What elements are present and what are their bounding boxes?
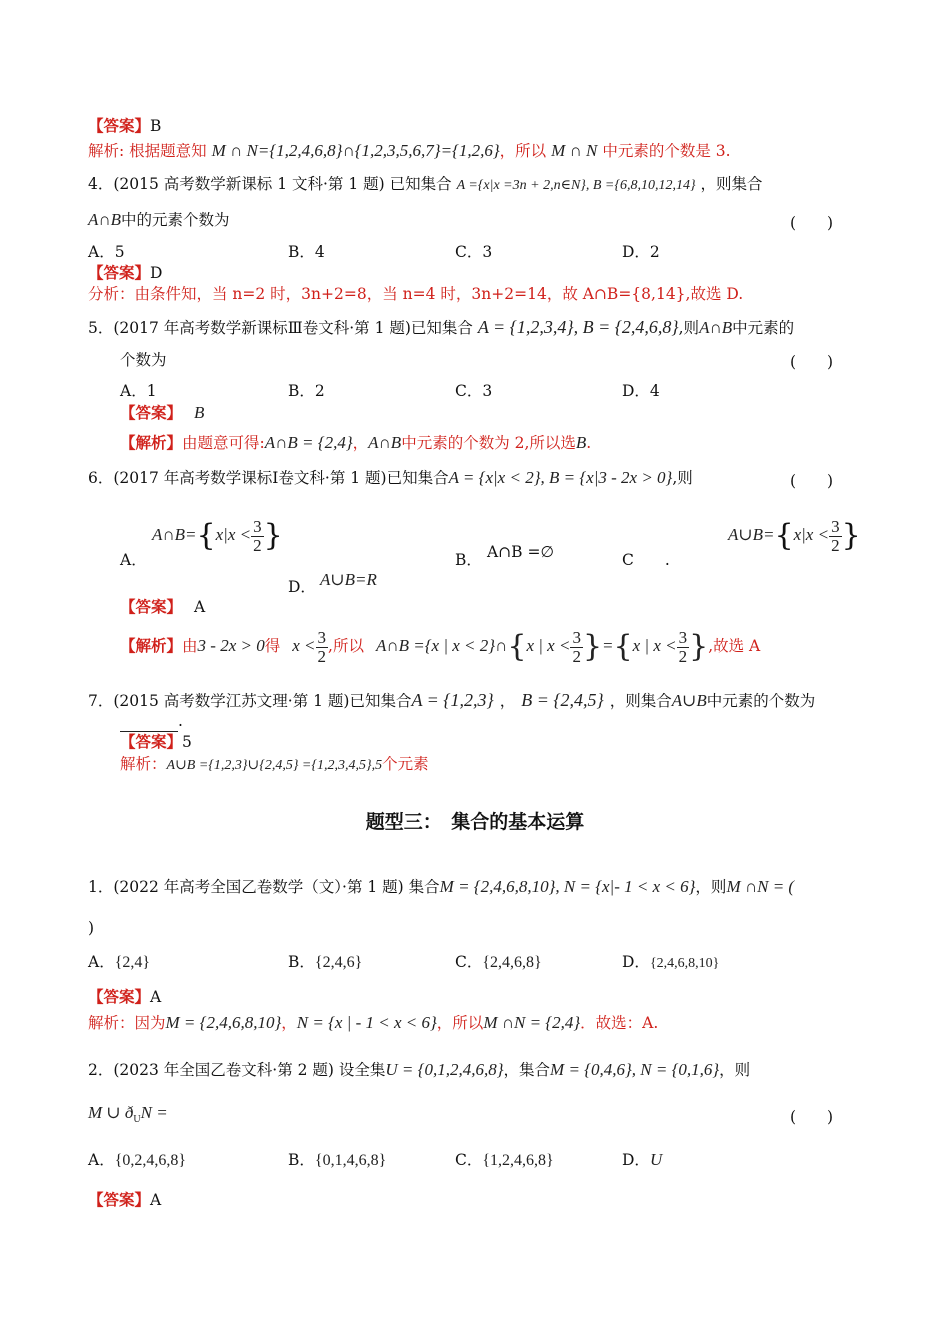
s3-question-2-stem [88,1059,750,1081]
q7-blank-line [120,710,183,732]
s3q1-option-b-label: B． [288,953,315,971]
s3q1-stem-math-2: M ∩N = ( [726,877,795,896]
q6-option-c-label: C . [622,551,670,569]
s3q2-answer-line [88,1189,161,1211]
analysis-math-2: M ∩ N [551,141,598,160]
s3q2-option-d [622,1149,662,1171]
s3q1-option-a-label: A． [88,953,115,971]
q7-stem-mid-2: ，则集合 [609,692,672,710]
q4-stem-line2: 中的元素个数为 [121,211,230,229]
q5-stem-math-2: A∩B [699,318,733,337]
s3q1-option-d-label: D． [622,953,650,971]
q6-analysis-frac-2 [570,629,583,666]
section-title: 题型三： 集合的基本运算 [365,811,585,833]
q7-stem-end: . [178,712,183,730]
s3q1-analysis [88,1012,658,1034]
q5-analysis [120,432,591,454]
q6-option-d-label: D． [288,578,316,596]
q6-analysis-p3: ,所以 [328,637,364,655]
q6-option-d-math: A∪B=R [320,570,377,589]
s3q2-stem-mid: ，集合 [503,1061,551,1079]
q6-stem-prefix: 6．(2017 年高考数学课标Ⅰ卷文科·第 1 题)已知集合 [88,469,449,487]
s3q2-option-d-value: U [649,1150,663,1169]
q4-answer-paren: ( ) [790,214,834,232]
analysis-math: M ∩ N={1,2,4,6,8}∩{1,2,3,5,6,7}={1,2,6} [211,141,500,160]
frac-den: 2 [678,646,688,666]
s3q2-stem-line2 [88,1102,168,1131]
question-4-stem-line2 [88,209,230,231]
q6-option-c-expr: A∪B= [728,525,775,544]
question-4-stem [88,173,763,197]
s3q2-option-d-label: D． [622,1151,650,1169]
s3q1-option-a [88,951,150,974]
q6-analysis-m1: 3 - 2x > 0 [197,636,265,655]
s3q2-stem-prefix: 2．(2023 年全国乙卷文科·第 2 题) 设全集 [88,1061,386,1079]
q7-answer-line [120,731,192,753]
q5-analysis-mid: ， [352,434,369,452]
answer-line-1 [88,115,161,137]
q4-stem-suffix: ，则集合 [700,175,763,193]
q6-option-c-set: x|x < [793,525,830,544]
q7-analysis [120,753,429,777]
s3q2-option-c-value: {1,2,4,6,8} [482,1152,554,1169]
q6-option-c-fraction [829,518,842,555]
s3q1-option-c [455,951,542,974]
answer-tag: 【答案】 [88,116,151,135]
q4-option-a: A．5 [88,243,125,261]
q6-option-a-math: A∩B={x|x < $\frac{3}{2}$ } [152,516,283,555]
s3q2-answer-paren: ( ) [790,1108,834,1126]
question-5-stem-line2: 个数为 [120,351,167,369]
s3-question-1-stem [88,876,794,898]
s3q1-option-b [288,951,362,974]
s3q2-answer-tag: 【答案】 [88,1190,151,1209]
q6-answer-line [120,596,205,618]
q5-analysis-math: A∩B = {2,4} [264,433,353,452]
q6-analysis-p2: 得 [264,637,281,655]
q5-analysis-tag: 【解析】 [120,433,183,452]
answer-blank [120,717,178,732]
q6-analysis-m3: A∩B ={x | x < 2}∩ [375,636,508,655]
q7-stem-suffix: 中元素的个数为 [706,692,816,710]
q6-analysis-m2: x < [292,636,316,655]
q6-option-a-set: x|x < [215,525,252,544]
q5-analysis-prefix: 由题意可得: [182,434,265,452]
q4-answer-value: D [150,264,163,282]
q6-analysis-m4: x | x < [526,636,571,655]
q4-stem-prefix: 4．(2015 高考数学新课标 1 文科·第 1 题) 已知集合 [88,175,452,193]
q6-answer-paren: ( ) [790,472,834,490]
s3q1-option-b-value: {2,4,6} [314,954,363,971]
q7-answer-tag: 【答案】 [120,732,183,751]
frac-den: 2 [572,646,581,666]
s3q1-answer-value: A [150,988,162,1006]
s3q1-answer-tag: 【答案】 [88,987,151,1006]
frac-num: 3 [253,516,262,536]
q5-analysis-math-3: B [575,433,587,452]
q5-stem-suffix: ,则 [678,319,700,337]
s3q2-stem-line2-math: M ∪ ð [88,1103,134,1122]
frac-den: 2 [317,646,327,666]
q6-option-a-fraction [251,518,264,555]
q7-analysis-math: A∪B ={1,2,3}∪{2,4,5} ={1,2,3,4,5},5 [166,758,383,773]
q5-answer-paren: ( ) [790,353,834,371]
analysis-suffix: 中元素的个数是 3. [602,142,731,160]
analysis-prefix: 解析: 根据题意知 [88,142,207,160]
q5-option-b: B．2 [288,382,325,400]
s3q1-stem-suffix: ，则 [695,878,727,896]
q6-analysis-m4b: x | x < [632,636,677,655]
q6-analysis: 【解析】由3 - 2x > 0得 x < $\frac{3}{2}$ ,所以 A∩B ={x | x < 2}∩{x | x < $\frac{3}{2}$ }={x | x < $\frac{3}{2}$ },故选 A [120,627,761,666]
s3q1-option-d [622,951,719,975]
s3q2-option-a-label: A． [88,1151,115,1169]
q4-answer-tag: 【答案】 [88,263,151,282]
q7-stem-math-2: B = {2,4,5} [521,690,604,710]
s3q2-stem-math-2: M = {0,4,6}, N = {0,1,6} [550,1060,720,1079]
q7-answer-value: 5 [182,733,192,751]
s3q2-answer-value: A [150,1191,162,1209]
q5-answer-line [120,402,204,424]
q6-answer-value: A [194,598,206,616]
s3q2-option-b-value: {0,1,4,6,8} [314,1152,387,1169]
q5-stem-math: A = {1,2,3,4}, B = {2,4,6,8} [477,317,679,337]
q6-analysis-frac-1 [316,629,329,666]
q4-stem-math: A ={x|x =3n + 2,n∈N}, B ={6,8,10,12,14} [456,178,696,193]
frac-den: 2 [831,535,840,555]
q6-stem-suffix: ,则 [672,469,693,487]
q7-stem-math: A = {1,2,3} [411,690,494,710]
frac-num: 3 [317,627,327,647]
s3q2-option-a [88,1149,186,1172]
q5-analysis-math-2: A∩B [368,433,402,452]
q6-analysis-p1: 由 [182,637,198,655]
frac-num: 3 [572,627,581,647]
frac-den: 2 [253,535,262,555]
question-7-stem [88,689,815,712]
s3q2-stem-math: U = {0,1,2,4,6,8} [385,1060,504,1079]
q6-option-a-label: A． [120,551,147,569]
q4-option-b: B．4 [288,243,325,261]
q5-option-c: C．3 [455,382,493,400]
q7-stem-mid: ， [499,692,516,710]
s3q1-analysis-p1: ， [281,1014,297,1032]
s3q1-stem-prefix: 1．(2022 年高考全国乙卷数学（文）·第 1 题) 集合 [88,878,440,896]
s3q2-stem-line2-sub: U [133,1114,141,1126]
q6-option-b-label: B． [455,551,482,569]
q7-stem-math-3: A∪B [671,691,707,710]
s3q1-stem-line2: ) [88,919,95,937]
q5-stem-prefix: 5．(2017 年高考数学新课标Ⅲ卷文科·第 1 题)已知集合 [88,319,473,337]
question-5-stem [88,316,794,339]
s3q2-stem-line2-math-2: N = [140,1103,168,1122]
q6-analysis-m5: = [602,636,614,655]
s3q1-analysis-m3: M ∩N = {2,4} [483,1013,581,1032]
answer-value: B [150,117,162,135]
s3q1-analysis-m2: N = {x | - 1 < x < 6} [296,1013,437,1032]
q7-analysis-suffix: 个元素 [382,755,429,773]
q6-analysis-p4: ,故选 A [708,637,761,655]
q7-stem-prefix: 7．(2015 高考数学江苏文理·第 1 题)已知集合 [88,692,412,710]
s3q1-stem-math: M = {2,4,6,8,10}, N = {x|- 1 < x < 6} [439,877,696,896]
q6-option-a-expr: A∩B= [152,525,197,544]
s3q1-option-a-value: {2,4} [114,954,151,971]
q4-analysis: 分析：由条件知，当 n=2 时，3n+2=8，当 n=4 时，3n+2=14，故 A∩B={8,14},故选 D. [88,285,744,303]
frac-num: 3 [678,627,688,647]
q7-analysis-prefix: 解析： [120,755,167,773]
q6-option-b-math: A∩B =∅ [487,543,554,561]
frac-num: 3 [831,516,840,536]
s3q1-analysis-p2: ，所以 [436,1014,484,1032]
s3q1-option-d-value: {2,4,6,8,10} [649,956,720,971]
q4-answer-line [88,262,162,284]
q6-option-d-wrap [320,569,377,591]
q4-stem-math-2: A∩B [88,210,122,229]
analysis-mid: ，所以 [499,142,547,160]
q6-stem-math: A = {x|x < 2}, B = {x|3 - 2x > 0} [448,468,673,487]
s3q1-analysis-p3: ．故选：A. [580,1014,659,1032]
s3q2-option-c-label: C． [455,1151,483,1169]
s3q2-option-b-label: B． [288,1151,315,1169]
q5-analysis-suffix: 中元素的个数为 2,所以选 [401,434,576,452]
question-6-stem [88,467,693,489]
q6-option-c-math: A∪B={x|x < $\frac{3}{2}$ } [728,516,861,555]
q5-option-d: D．4 [622,382,660,400]
q5-stem-suffix-2: 中元素的 [732,319,795,337]
q5-answer-value: B [194,403,205,422]
s3q1-analysis-prefix: 解析：因为 [88,1014,166,1032]
q6-analysis-frac-3 [677,629,690,666]
s3q2-stem-suffix: ，则 [719,1061,751,1079]
s3q1-answer-line [88,986,161,1008]
q5-option-a: A．1 [120,382,157,400]
s3q1-analysis-m1: M = {2,4,6,8,10} [165,1013,282,1032]
s3q1-option-c-label: C． [455,953,483,971]
q5-answer-tag: 【答案】 [120,403,183,422]
analysis-line-1 [88,140,731,162]
q6-analysis-tag: 【解析】 [120,636,183,655]
q4-option-c: C．3 [455,243,493,261]
s3q2-option-c [455,1149,554,1172]
s3q2-option-b [288,1149,386,1172]
q5-analysis-end: . [586,434,592,452]
s3q1-option-c-value: {2,4,6,8} [482,954,542,971]
s3q2-option-a-value: {0,2,4,6,8} [114,1152,187,1169]
q6-answer-tag: 【答案】 [120,597,183,616]
q4-option-d: D．2 [622,243,660,261]
